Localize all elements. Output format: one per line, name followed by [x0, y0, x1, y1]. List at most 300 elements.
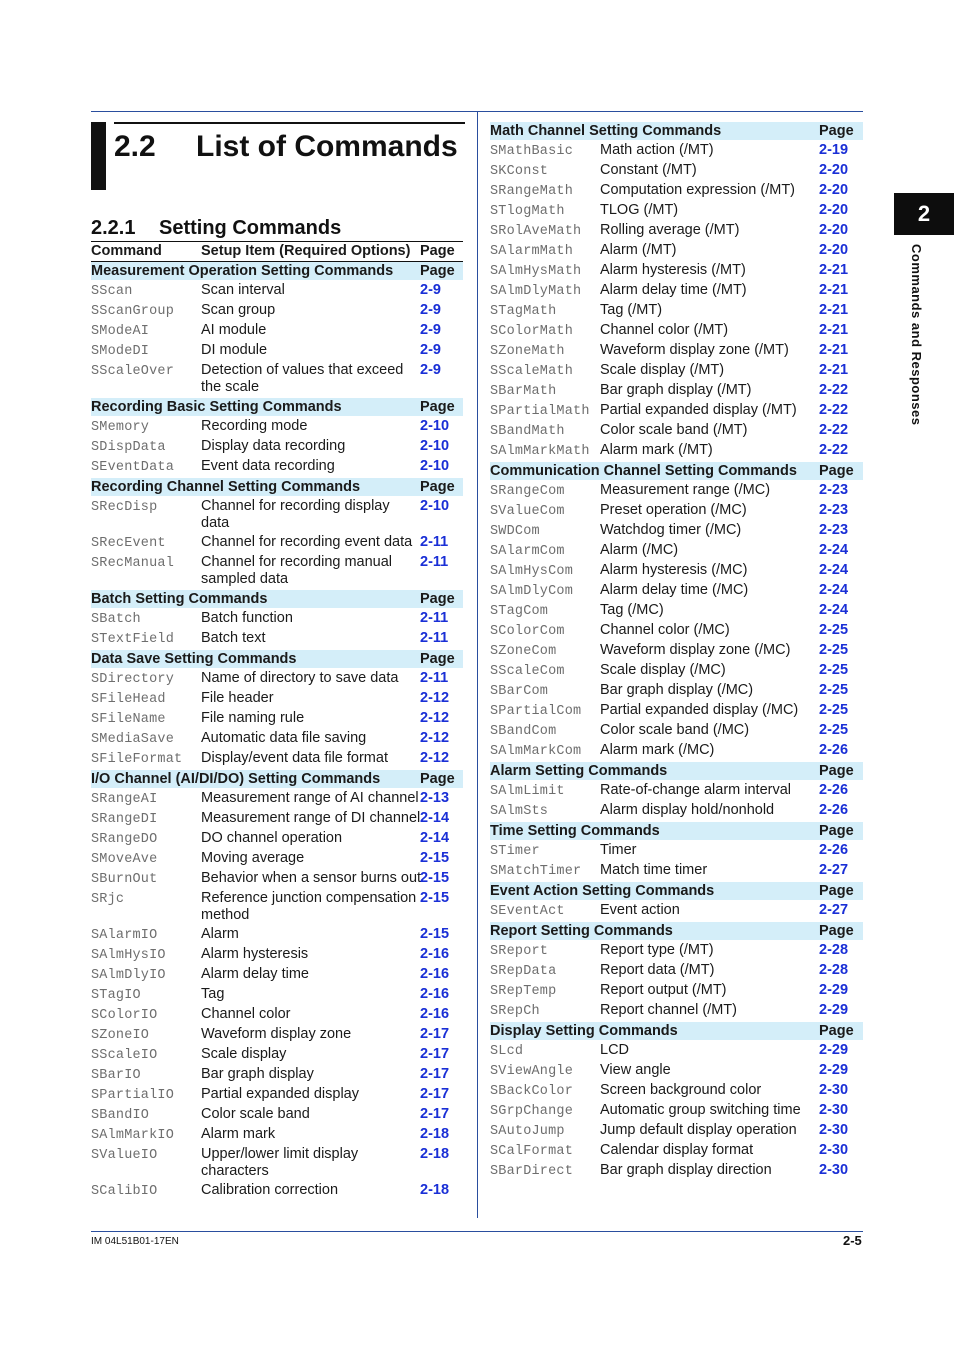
- command-name: SBatch: [91, 612, 141, 627]
- command-name: STimer: [490, 844, 540, 859]
- table-row: [490, 542, 863, 562]
- table-row: [490, 402, 863, 422]
- table-row: [91, 1086, 463, 1106]
- command-name: SAlmMarkMath: [490, 444, 590, 459]
- command-name: SScaleIO: [91, 1048, 158, 1063]
- table-row: [91, 282, 463, 302]
- table-row: [490, 382, 863, 402]
- command-name: SBarIO: [91, 1068, 141, 1083]
- setup-item: [600, 742, 714, 759]
- setup-item-text: Color scale band (/MT): [600, 422, 748, 438]
- setup-item-text-cont: method: [201, 907, 250, 923]
- page-link: 2-11: [420, 610, 449, 626]
- setup-item-text: Detection of values that exceed: [201, 362, 404, 378]
- column-divider: [477, 112, 478, 1218]
- page-link: 2-12: [420, 690, 450, 706]
- command-name: SLcd: [490, 1044, 524, 1059]
- page-link: 2-24: [819, 562, 849, 578]
- setup-item-text: Tag (/MT): [600, 302, 663, 318]
- category-page-label: Page: [819, 123, 854, 139]
- category-page-label: Page: [819, 883, 854, 899]
- page-link: 2-12: [420, 750, 450, 766]
- setup-item: [600, 802, 774, 819]
- category-header: [490, 822, 863, 840]
- category-page-label: Page: [420, 651, 455, 667]
- setup-item: [201, 926, 239, 943]
- command-name: SZoneIO: [91, 1028, 150, 1043]
- command-name: SBandMath: [490, 424, 565, 439]
- page-link: 2-23: [819, 522, 849, 538]
- page-link: 2-15: [420, 890, 450, 906]
- category-title: Data Save Setting Commands: [91, 651, 297, 667]
- command-name: SReport: [490, 944, 549, 959]
- table-row: [91, 630, 463, 650]
- page-link: 2-25: [819, 682, 849, 698]
- command-name: SMemory: [91, 420, 150, 435]
- table-row: [91, 498, 463, 534]
- table-row: [490, 702, 863, 722]
- table-header: [91, 241, 463, 262]
- setup-item-text-cont: data: [201, 515, 230, 531]
- setup-item: [600, 322, 728, 339]
- setup-item-text: DO channel operation: [201, 830, 343, 846]
- setup-item-text: Alarm (/MC): [600, 542, 679, 558]
- category-header: [91, 650, 463, 668]
- page-number: 2-5: [843, 1233, 862, 1248]
- setup-item-text: Preset operation (/MC): [600, 502, 747, 518]
- table-row: [490, 342, 863, 362]
- table-row: [490, 1142, 863, 1162]
- command-name: SAlmHysCom: [490, 564, 574, 579]
- setup-item: [201, 1086, 359, 1103]
- setup-item-text: Event data recording: [201, 458, 335, 474]
- page-link: 2-16: [420, 1006, 450, 1022]
- setup-item-text: Channel for recording manual: [201, 554, 393, 570]
- table-row: [490, 422, 863, 442]
- setup-item: [600, 442, 713, 459]
- setup-item: [600, 262, 746, 279]
- table-row: [91, 926, 463, 946]
- setup-item-text: Color scale band (/MC): [600, 722, 750, 738]
- category-page-label: Page: [819, 463, 854, 479]
- setup-item-text-cont: the scale: [201, 379, 260, 395]
- category-header: [490, 1022, 863, 1040]
- command-name: SRangeDO: [91, 832, 158, 847]
- category-title: Report Setting Commands: [490, 923, 673, 939]
- page-link: 2-13: [420, 790, 450, 806]
- right-table-body: [490, 122, 863, 1182]
- setup-item: [201, 690, 274, 707]
- command-name: STagCom: [490, 604, 549, 619]
- table-row: [490, 1102, 863, 1122]
- section-title: List of Commands: [196, 130, 458, 163]
- page-link: 2-11: [420, 534, 449, 550]
- command-name: SScanGroup: [91, 304, 175, 319]
- setup-item: [600, 782, 791, 799]
- page-link: 2-15: [420, 926, 450, 942]
- command-name: SColorIO: [91, 1008, 158, 1023]
- command-name: SAlarmIO: [91, 928, 158, 943]
- command-name: SScaleCom: [490, 664, 565, 679]
- setup-item: [600, 542, 678, 559]
- page-link: 2-24: [819, 542, 849, 558]
- setup-item-text: Report type (/MT): [600, 942, 714, 958]
- setup-item-text: Rate-of-change alarm interval: [600, 782, 792, 798]
- page-link: 2-21: [819, 282, 849, 298]
- setup-item-text: Scan interval: [201, 282, 285, 298]
- table-row: [490, 662, 863, 682]
- setup-item: [600, 1062, 671, 1079]
- page-link: 2-11: [420, 670, 449, 686]
- setup-item: [201, 630, 265, 647]
- setup-item-text: AI module: [201, 322, 267, 338]
- setup-item-text: Waveform display zone: [201, 1026, 352, 1042]
- setup-item-text: Calendar display format: [600, 1142, 754, 1158]
- command-name: STlogMath: [490, 204, 565, 219]
- page-link: 2-20: [819, 242, 849, 258]
- setup-item-text: Math action (/MT): [600, 142, 714, 158]
- command-name: SAlmDlyMath: [490, 284, 582, 299]
- setup-item: [201, 730, 366, 747]
- setup-item-text: Behavior when a sensor burns out: [201, 870, 422, 886]
- command-name: SRangeDI: [91, 812, 158, 827]
- setup-item-text: TLOG (/MT): [600, 202, 679, 218]
- setup-item-text: Scan group: [201, 302, 276, 318]
- page-link: 2-18: [420, 1146, 450, 1162]
- table-row: [91, 1026, 463, 1046]
- table-row: [490, 982, 863, 1002]
- table-row: [91, 750, 463, 770]
- setup-item: [600, 862, 707, 879]
- setup-item: [600, 142, 714, 159]
- table-row: [91, 850, 463, 870]
- command-name: SRepData: [490, 964, 557, 979]
- page-link: 2-26: [819, 742, 849, 758]
- setup-item-text: Display/event data file format: [201, 750, 388, 766]
- setup-item-text: Alarm delay time (/MT): [600, 282, 747, 298]
- setup-item-text: Color scale band: [201, 1106, 310, 1122]
- table-row: [490, 442, 863, 462]
- command-name: SMoveAve: [91, 852, 158, 867]
- setup-item: [600, 662, 726, 679]
- page-link: 2-25: [819, 642, 849, 658]
- page-link: 2-29: [819, 1062, 849, 1078]
- command-name: SFileName: [91, 712, 166, 727]
- setup-item: [201, 362, 403, 396]
- setup-item: [201, 534, 412, 551]
- table-row: [490, 1002, 863, 1022]
- table-row: [490, 642, 863, 662]
- page-link: 2-24: [819, 602, 849, 618]
- command-name: SGrpChange: [490, 1104, 574, 1119]
- category-page-label: Page: [819, 923, 854, 939]
- table-row: [490, 202, 863, 222]
- setup-item-text: Batch function: [201, 610, 293, 626]
- page-link: 2-20: [819, 202, 849, 218]
- setup-item: [201, 850, 304, 867]
- setup-item-text: Partial expanded display (/MT): [600, 402, 797, 418]
- command-name: SColorCom: [490, 624, 565, 639]
- command-name: SBarCom: [490, 684, 549, 699]
- table-row: [91, 342, 463, 362]
- page-link: 2-18: [420, 1126, 450, 1142]
- page-link: 2-17: [420, 1046, 450, 1062]
- table-row: [91, 302, 463, 322]
- command-name: STagIO: [91, 988, 141, 1003]
- table-row: [490, 222, 863, 242]
- command-name: SRecDisp: [91, 500, 158, 515]
- command-name: SColorMath: [490, 324, 574, 339]
- setup-item-text: LCD: [600, 1042, 630, 1058]
- table-row: [91, 554, 463, 590]
- category-header: [490, 762, 863, 780]
- category-title: Batch Setting Commands: [91, 591, 268, 607]
- command-name: SMatchTimer: [490, 864, 582, 879]
- left-column: [91, 241, 463, 1202]
- table-row: [91, 534, 463, 554]
- table-row: [91, 1146, 463, 1182]
- command-name: SRolAveMath: [490, 224, 582, 239]
- setup-item: [600, 1082, 761, 1099]
- command-name: SScan: [91, 284, 133, 299]
- setup-item: [201, 1126, 275, 1143]
- command-name: SMathBasic: [490, 144, 574, 159]
- setup-item: [201, 790, 419, 807]
- setup-item-text: DI module: [201, 342, 268, 358]
- setup-item-text: Channel color (/MC): [600, 622, 730, 638]
- command-name: SRangeAI: [91, 792, 158, 807]
- page-link: 2-30: [819, 1122, 849, 1138]
- table-row: [91, 1182, 463, 1202]
- setup-item-text: Event action: [600, 902, 680, 918]
- setup-item-text: Upper/lower limit display: [201, 1146, 359, 1162]
- command-name: SCalFormat: [490, 1144, 574, 1159]
- command-name: SAlmHysMath: [490, 264, 582, 279]
- category-page-label: Page: [420, 479, 455, 495]
- page-link: 2-17: [420, 1106, 450, 1122]
- category-title: Display Setting Commands: [490, 1023, 678, 1039]
- command-name: SModeDI: [91, 344, 150, 359]
- table-row: [490, 682, 863, 702]
- section-title-rule: [114, 122, 465, 124]
- chapter-side-title: Commands and Responses: [909, 244, 924, 426]
- table-row: [490, 302, 863, 322]
- setup-item-text-cont: characters: [201, 1163, 269, 1179]
- page-link: 2-16: [420, 966, 450, 982]
- table-row: [490, 502, 863, 522]
- setup-item-text: Report channel (/MT): [600, 1002, 737, 1018]
- page-link: 2-22: [819, 442, 849, 458]
- page-link: 2-25: [819, 622, 849, 638]
- command-name: SValueCom: [490, 504, 565, 519]
- table-row: [91, 946, 463, 966]
- setup-item-text: Partial expanded display (/MC): [600, 702, 799, 718]
- command-name: SAlmDlyCom: [490, 584, 574, 599]
- command-name: SDispData: [91, 440, 166, 455]
- setup-item-text: File naming rule: [201, 710, 305, 726]
- setup-item-text: Alarm display hold/nonhold: [600, 802, 775, 818]
- page-link: 2-9: [420, 282, 441, 298]
- setup-item-text: Channel for recording display: [201, 498, 390, 514]
- command-name: STagMath: [490, 304, 557, 319]
- page-link: 2-9: [420, 302, 441, 318]
- category-page-label: Page: [819, 1023, 854, 1039]
- setup-item: [600, 182, 795, 199]
- category-title: Alarm Setting Commands: [490, 763, 668, 779]
- setup-item-text: Alarm mark (/MT): [600, 442, 713, 458]
- setup-item-text: Bar graph display (/MC): [600, 682, 754, 698]
- setup-item: [201, 282, 285, 299]
- page-link: 2-30: [819, 1162, 849, 1178]
- table-row: [490, 1162, 863, 1182]
- category-header: [91, 770, 463, 788]
- command-name: SPartialCom: [490, 704, 582, 719]
- command-name: SAlmLimit: [490, 784, 565, 799]
- setup-item: [600, 282, 747, 299]
- command-name: SAlmMarkIO: [91, 1128, 175, 1143]
- setup-item-text: Timer: [600, 842, 637, 858]
- setup-item: [201, 458, 335, 475]
- table-row: [490, 582, 863, 602]
- setup-item: [201, 438, 345, 455]
- setup-item: [201, 342, 267, 359]
- setup-item-text: Alarm hysteresis (/MT): [600, 262, 746, 278]
- table-row: [490, 782, 863, 802]
- setup-item: [600, 622, 730, 639]
- section-bar: [91, 122, 106, 190]
- setup-item: [600, 722, 749, 739]
- setup-item: [600, 682, 753, 699]
- category-header: [91, 262, 463, 280]
- setup-item-text: Alarm: [201, 926, 239, 942]
- setup-item: [201, 322, 266, 339]
- category-page-label: Page: [420, 263, 455, 279]
- page-link: 2-23: [819, 482, 849, 498]
- subsection-heading: [91, 217, 341, 240]
- command-name: SRepTemp: [490, 984, 557, 999]
- command-name: SRangeCom: [490, 484, 565, 499]
- command-name: SViewAngle: [490, 1064, 574, 1079]
- setup-item-text: Scale display (/MC): [600, 662, 726, 678]
- setup-item-text: Alarm delay time (/MC): [600, 582, 749, 598]
- command-name: SRecEvent: [91, 536, 166, 551]
- setup-item: [201, 870, 421, 887]
- table-row: [91, 810, 463, 830]
- page-link: 2-25: [819, 722, 849, 738]
- setup-item-text: Calibration correction: [201, 1182, 339, 1198]
- setup-item: [600, 902, 680, 919]
- setup-item: [600, 582, 748, 599]
- table-row: [490, 862, 863, 882]
- table-row: [91, 1106, 463, 1126]
- document-id: IM 04L51B01-17EN: [91, 1236, 179, 1247]
- table-row: [490, 742, 863, 762]
- category-header: [490, 462, 863, 480]
- command-name: SAlmSts: [490, 804, 549, 819]
- page-link: 2-15: [420, 870, 450, 886]
- setup-item: [600, 422, 747, 439]
- setup-item: [201, 1026, 351, 1043]
- category-header: [91, 398, 463, 416]
- setup-item-text: Display data recording: [201, 438, 346, 454]
- page-link: 2-18: [420, 1182, 450, 1198]
- command-name: STextField: [91, 632, 175, 647]
- category-header: [490, 922, 863, 940]
- setup-item-text: Channel for recording event data: [201, 534, 413, 550]
- bottom-rule: [91, 1231, 863, 1232]
- command-name: SRangeMath: [490, 184, 574, 199]
- setup-item-text: Screen background color: [600, 1082, 762, 1098]
- setup-item: [201, 1046, 286, 1063]
- subsection-number: 2.2.1: [91, 217, 136, 239]
- setup-item-text: Alarm (/MT): [600, 242, 677, 258]
- command-name: SAlmHysIO: [91, 948, 166, 963]
- setup-item: [201, 1066, 314, 1083]
- table-row: [490, 362, 863, 382]
- category-page-label: Page: [819, 763, 854, 779]
- command-name: SBandCom: [490, 724, 557, 739]
- page-link: 2-24: [819, 582, 849, 598]
- setup-item: [600, 402, 797, 419]
- category-page-label: Page: [420, 591, 455, 607]
- setup-item: [600, 222, 739, 239]
- setup-item-text: Report output (/MT): [600, 982, 727, 998]
- setup-item-text: Automatic group switching time: [600, 1102, 801, 1118]
- command-name: SAlmDlyIO: [91, 968, 166, 983]
- page-link: 2-12: [420, 730, 450, 746]
- setup-item-text: Channel color: [201, 1006, 291, 1022]
- table-row: [490, 602, 863, 622]
- setup-item-text: Report data (/MT): [600, 962, 715, 978]
- setup-item: [600, 702, 798, 719]
- category-page-label: Page: [420, 771, 455, 787]
- command-name: SBackColor: [490, 1084, 574, 1099]
- setup-item-text: Jump default display operation: [600, 1122, 797, 1138]
- setup-item: [201, 810, 420, 827]
- table-row: [490, 242, 863, 262]
- table-row: [91, 710, 463, 730]
- setup-item: [201, 302, 275, 319]
- table-row: [490, 622, 863, 642]
- table-row: [91, 1006, 463, 1026]
- command-name: SAlmMarkCom: [490, 744, 582, 759]
- subsection-title: Setting Commands: [159, 217, 342, 239]
- setup-item: [600, 502, 747, 519]
- right-column: [490, 122, 863, 1182]
- header-setup-item: Setup Item (Required Options): [201, 243, 411, 259]
- table-row: [91, 1046, 463, 1066]
- page-link: 2-21: [819, 342, 849, 358]
- table-row: [91, 362, 463, 398]
- command-name: SBandIO: [91, 1108, 150, 1123]
- page-link: 2-27: [819, 862, 849, 878]
- category-title: Event Action Setting Commands: [490, 883, 715, 899]
- setup-item: [600, 1162, 772, 1179]
- page-link: 2-10: [420, 438, 450, 454]
- page-link: 2-20: [819, 182, 849, 198]
- page-link: 2-17: [420, 1086, 450, 1102]
- setup-item-text: Waveform display zone (/MC): [600, 642, 791, 658]
- table-row: [490, 562, 863, 582]
- page-link: 2-15: [420, 850, 450, 866]
- command-name: SEventAct: [490, 904, 565, 919]
- category-header: [490, 122, 863, 140]
- table-row: [490, 722, 863, 742]
- chapter-tab: 2: [894, 193, 954, 235]
- page-link: 2-20: [819, 162, 849, 178]
- setup-item: [201, 946, 308, 963]
- page-link: 2-30: [819, 1102, 849, 1118]
